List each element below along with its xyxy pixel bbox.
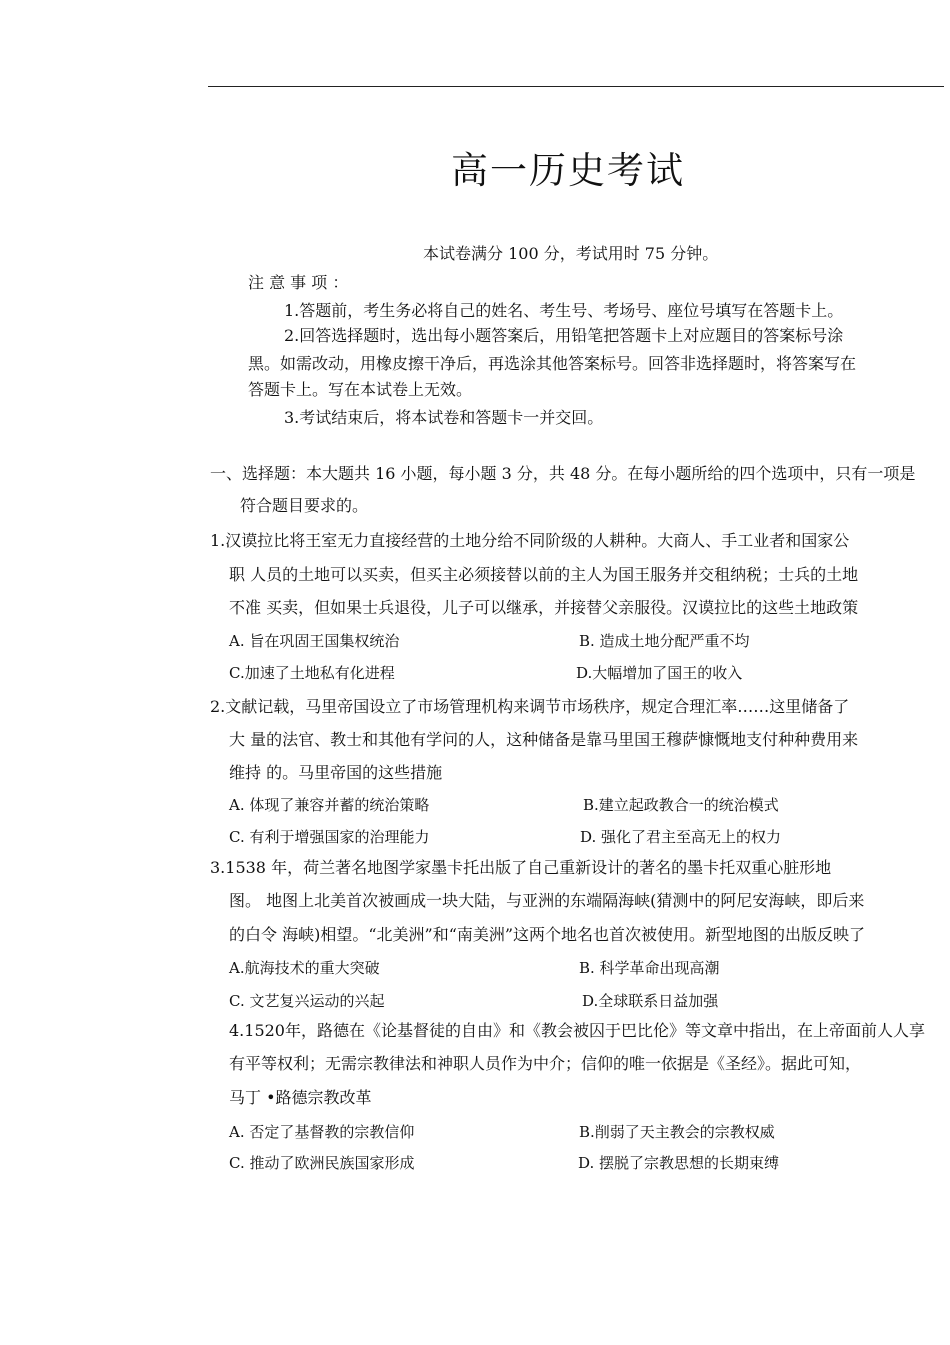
question-4-option-a: A. 否定了基督教的宗教信仰 bbox=[229, 1123, 415, 1141]
question-1-stem: 1.汉谟拉比将王室无力直接经营的土地分给不同阶级的人耕种。大商人、手工业者和国家公 bbox=[210, 531, 850, 550]
question-1-option-a: A. 旨在巩固王国集权统治 bbox=[229, 632, 400, 650]
question-2-stem: 2.文献记载，马里帝国设立了市场管理机构来调节市场秩序，规定合理汇率……这里储备了 bbox=[210, 697, 850, 716]
question-4-option-b: B.削弱了天主教会的宗教权威 bbox=[579, 1123, 775, 1141]
question-3-option-a: A.航海技术的重大突破 bbox=[229, 959, 380, 977]
question-3-option-b: B. 科学革命出现高潮 bbox=[579, 959, 720, 977]
question-2-option-b: B.建立起政教合一的统治模式 bbox=[583, 796, 779, 814]
question-1-option-b: B. 造成土地分配严重不均 bbox=[579, 632, 750, 650]
header-rule bbox=[208, 86, 944, 87]
question-3-stem: 3.1538 年，荷兰著名地图学家墨卡托出版了自己重新设计的著名的墨卡托双重心脏形地 bbox=[210, 858, 832, 877]
question-3-stem: 的白令 海峡)相望。“北美洲”和“南美洲”这两个地名也首次被使用。新型地图的出版反映了 bbox=[229, 925, 866, 944]
question-1-stem: 职 人员的土地可以买卖，但买主必须接替以前的主人为国王服务并交租纳税；士兵的土地 bbox=[229, 565, 859, 584]
question-4-stem: 马丁 •路德宗教改革 bbox=[229, 1088, 372, 1107]
question-2-option-c: C. 有利于增强国家的治理能力 bbox=[229, 828, 430, 846]
question-4-option-d: D. 摆脱了宗教思想的长期束缚 bbox=[578, 1154, 780, 1172]
question-4-stem: 有平等权利；无需宗教律法和神职人员作为中介；信仰的唯一依据是《圣经》。据此可知， bbox=[229, 1054, 862, 1073]
notice-item-2-cont: 答题卡上。写在本试卷上无效。 bbox=[248, 380, 473, 399]
question-2-option-a: A. 体现了兼容并蓄的统治策略 bbox=[229, 796, 430, 814]
question-1-stem: 不准 买卖，但如果士兵退役，儿子可以继承，并接替父亲服役。汉谟拉比的这些土地政策 bbox=[229, 598, 859, 617]
question-2-option-d: D. 强化了君主至高无上的权力 bbox=[580, 828, 782, 846]
question-3-option-c: C. 文艺复兴运动的兴起 bbox=[229, 992, 385, 1010]
question-2-stem: 大 量的法官、教士和其他有学问的人，这种储备是靠马里国王穆萨慷慨地支付种种费用来 bbox=[229, 730, 859, 749]
notice-item-1: 1.答题前，考生务必将自己的姓名、考生号、考场号、座位号填写在答题卡上。 bbox=[284, 301, 844, 320]
section-heading: 一、选择题：本大题共 16 小题，每小题 3 分，共 48 分。在每小题所给的四个选项中，只有一项是 bbox=[210, 464, 916, 483]
question-3-option-d: D.全球联系日益加强 bbox=[582, 992, 719, 1010]
notice-item-3: 3.考试结束后，将本试卷和答题卡一并交回。 bbox=[284, 408, 604, 427]
question-2-stem: 维持 的。马里帝国的这些措施 bbox=[229, 763, 443, 782]
section-heading-cont: 符合题目要求的。 bbox=[240, 496, 369, 515]
notice-item-2: 2.回答选择题时，选出每小题答案后，用铅笔把答题卡上对应题目的答案标号涂 bbox=[284, 326, 844, 345]
question-1-option-c: C.加速了土地私有化进程 bbox=[229, 664, 395, 682]
question-4-stem: 4.1520年，路德在《论基督徒的自由》和《教会被囚于巴比伦》等文章中指出，在上帝面前人人享 bbox=[229, 1021, 925, 1040]
notice-item-2-cont: 黑。如需改动，用橡皮擦干净后，再选涂其他答案标号。回答非选择题时，将答案写在 bbox=[248, 354, 857, 373]
question-1-option-d: D.大幅增加了国王的收入 bbox=[576, 664, 743, 682]
question-4-option-c: C. 推动了欧洲民族国家形成 bbox=[229, 1154, 415, 1172]
question-3-stem: 图。 地图上北美首次被画成一块大陆，与亚洲的东端隔海峡(猜测中的阿尼安海峡，即后来 bbox=[229, 891, 865, 910]
page-title: 高一历史考试 bbox=[451, 149, 685, 192]
notice-heading: 注 意 事 项 ： bbox=[248, 273, 349, 292]
exam-intro: 本试卷满分 100 分，考试用时 75 分钟。 bbox=[423, 244, 719, 263]
